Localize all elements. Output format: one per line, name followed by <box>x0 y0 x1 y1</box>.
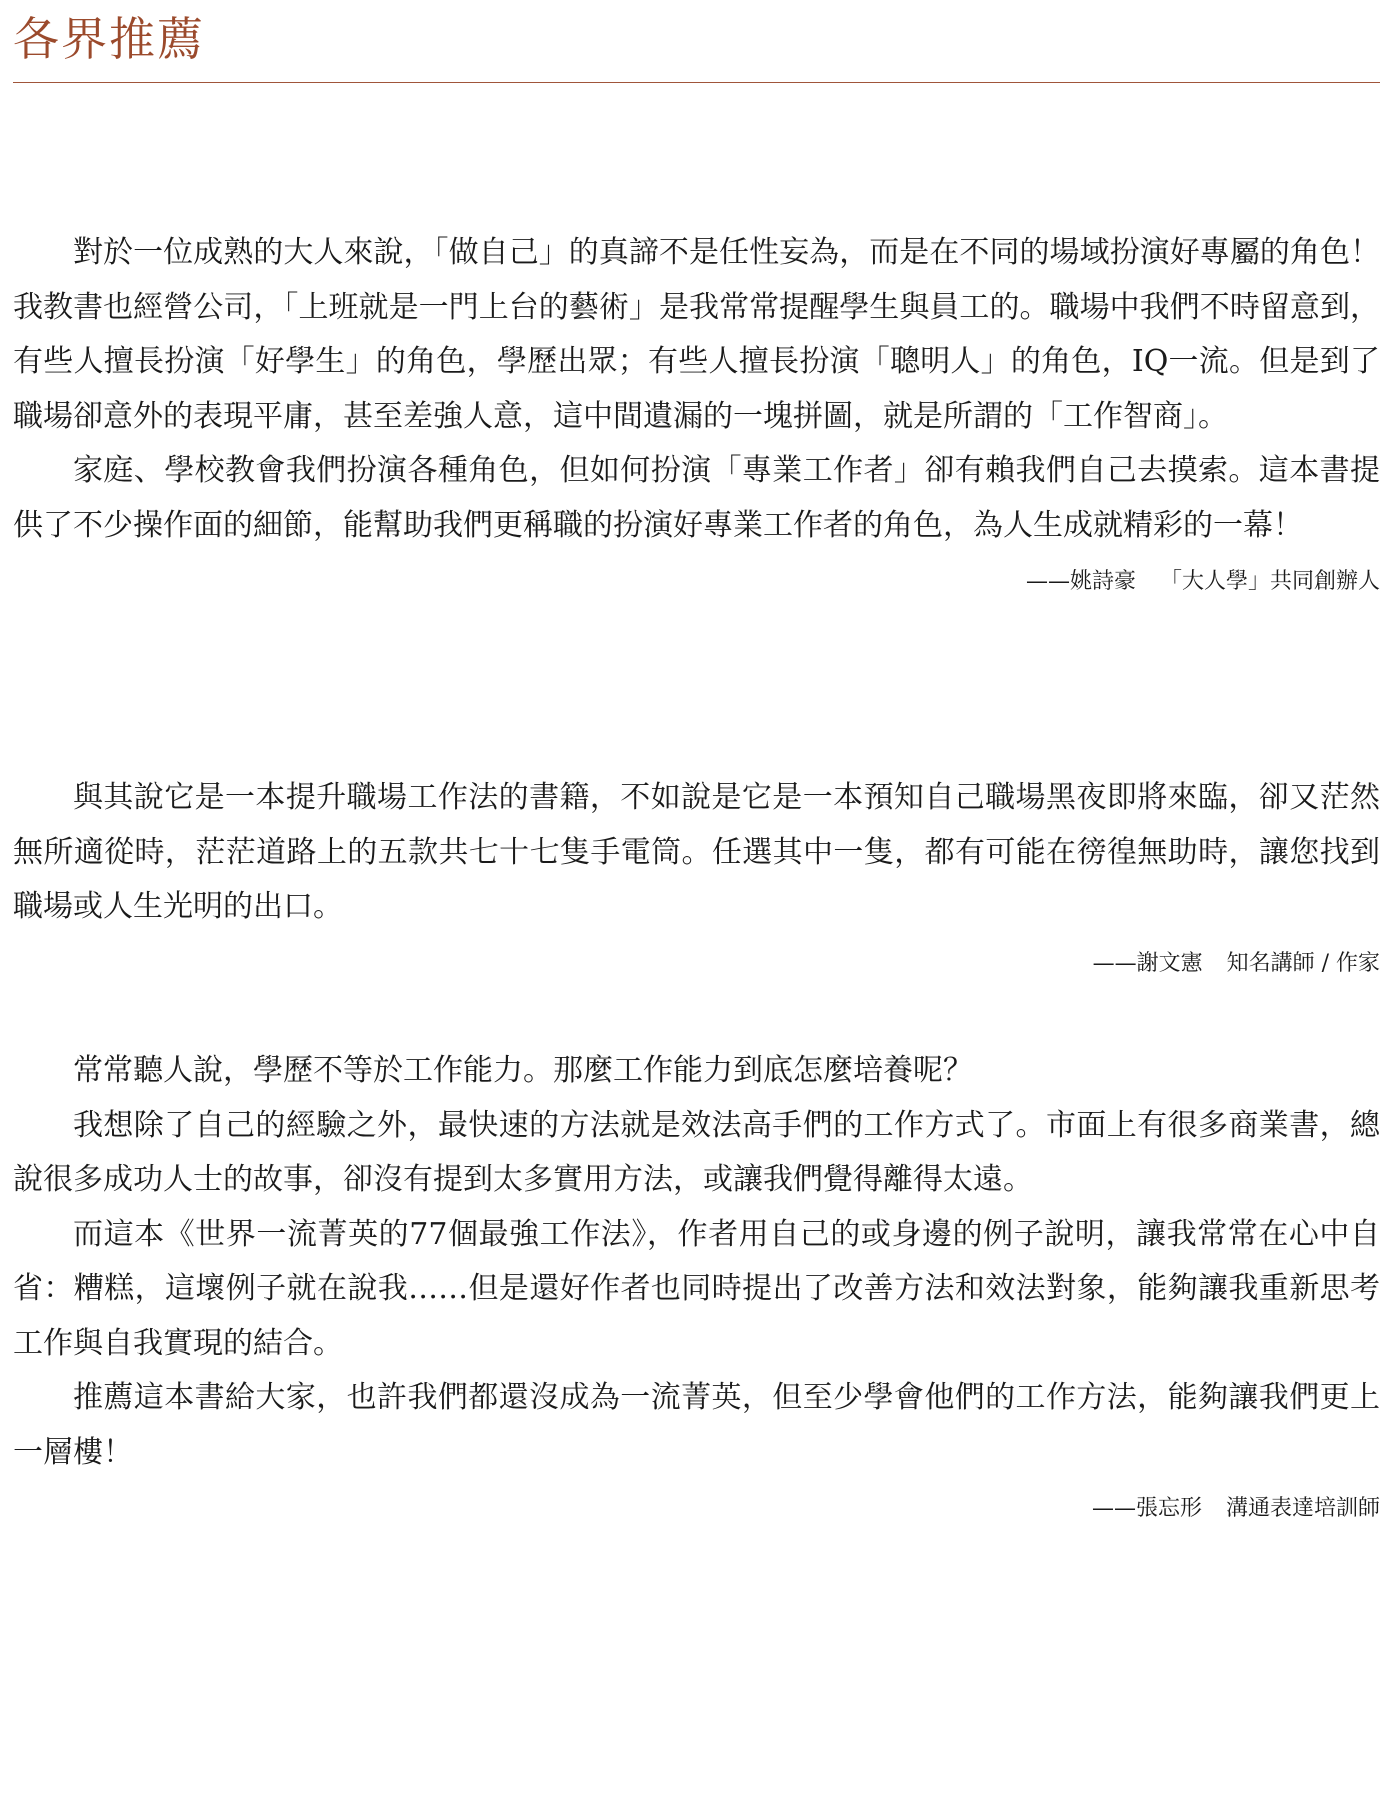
endorser-role: 「大人學」共同創辦人 <box>1159 569 1380 594</box>
endorser-role: 溝通表達培訓師 <box>1225 1496 1380 1521</box>
endorsement-zhang-wangxing <box>13 1044 1380 1524</box>
endorsement-attribution <box>13 949 1380 979</box>
endorsement-paragraph: 而這本《世界一流菁英的77個最強工作法》，作者用自己的或身邊的例子說明，讓我常常在心中自省：糟糕，這壞例子就在說我……但是還好作者也同時提出了改善方法和效法對象，能夠讓我重新思考工作與自我實現的結合。 <box>13 1216 1380 1361</box>
endorsement-yao-shihao <box>13 226 1380 597</box>
endorser-role: 知名講師 / 作家 <box>1226 950 1380 976</box>
endorsement-paragraph: 推薦這本書給大家，也許我們都還沒成為一流菁英，但至少學會他們的工作方法，能夠讓我們更上一層樓！ <box>13 1380 1380 1470</box>
endorsement-attribution <box>13 1494 1380 1524</box>
page-title: 各界推薦 <box>13 12 205 66</box>
endorsement-paragraph: 常常聽人說，學歷不等於工作能力。那麼工作能力到底怎麼培養呢？ <box>73 1053 973 1088</box>
endorsement-paragraph: 對於一位成熟的大人來說，「做自己」的真諦不是任性妄為，而是在不同的場域扮演好專屬的角色！我教書也經營公司，「上班就是一門上台的藝術」是我常常提醒學生與員工的。職場中我們不時留意到，有些人擅長扮演「好學生」的角色，學歷出眾；有些人擅長扮演「聰明人」的角色，IQ一流。但是到了職場卻意外的表現平庸，甚至差強人意，這中間遺漏的一塊拼圖，就是所謂的「工作智商」。 <box>13 235 1380 434</box>
endorser-name: ——姚詩豪 <box>1025 569 1136 594</box>
endorser-name: ——謝文憲 <box>1092 950 1203 976</box>
endorsement-paragraph: 我想除了自己的經驗之外，最快速的方法就是效法高手們的工作方式了。市面上有很多商業書，總說很多成功人士的故事，卻沒有提到太多實用方法，或讓我們覺得離得太遠。 <box>13 1107 1380 1197</box>
endorsement-xie-wenxian <box>13 771 1380 979</box>
endorsement-paragraph: 家庭、學校教會我們扮演各種角色，但如何扮演「專業工作者」卻有賴我們自己去摸索。這本書提供了不少操作面的細節，能幫助我們更稱職的扮演好專業工作者的角色，為人生成就精彩的一幕！ <box>13 453 1380 543</box>
endorsement-paragraph: 與其說它是一本提升職場工作法的書籍，不如說是它是一本預知自己職場黑夜即將來臨，卻又茫然無所適從時，茫茫道路上的五款共七十七隻手電筒。任選其中一隻，都有可能在徬徨無助時，讓您找到職場或人生光明的出口。 <box>13 780 1380 924</box>
endorser-name: ——張忘形 <box>1091 1496 1202 1521</box>
page-header <box>13 10 1380 83</box>
endorsement-attribution <box>13 567 1380 597</box>
